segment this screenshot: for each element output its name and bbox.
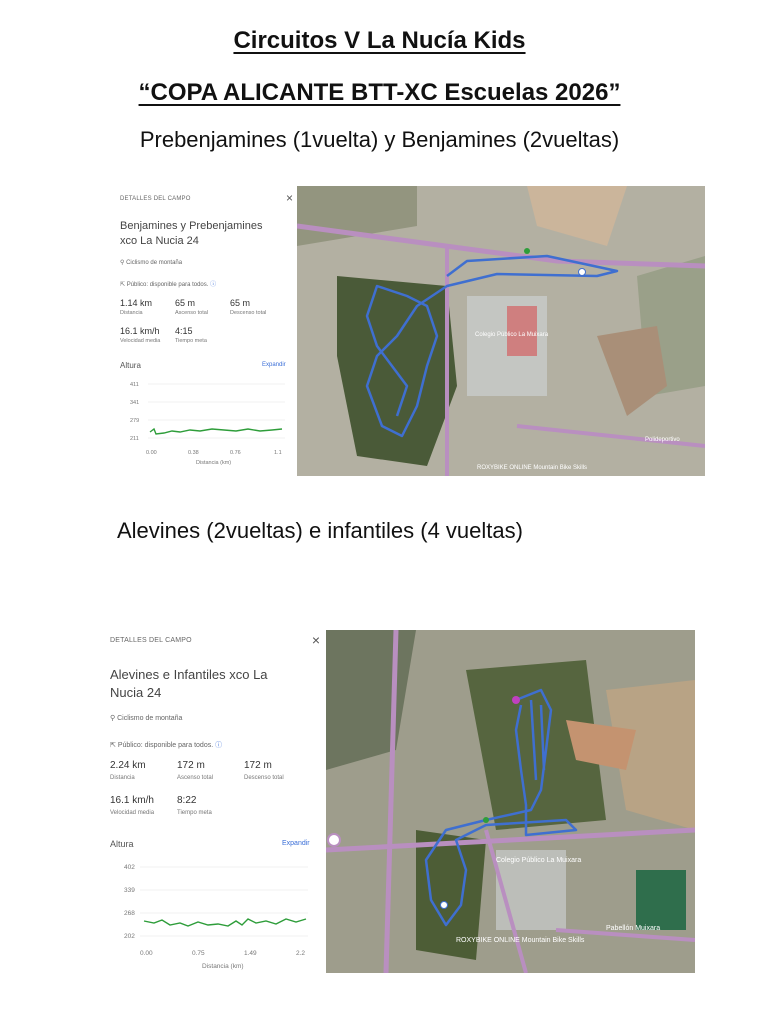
access-info: ⇱ Público: disponible para todos. ⓘ	[110, 742, 223, 749]
share-icon: ⇱	[120, 282, 127, 288]
distance-value: 2.24 km	[110, 760, 146, 771]
speed-label: Velocidad media	[120, 338, 161, 344]
close-icon[interactable]: ×	[285, 191, 293, 205]
expand-link[interactable]: Expandir	[282, 840, 310, 847]
ascent-label: Ascenso total	[177, 775, 214, 781]
map-label: ROXYBIKE ONLINE Mountain Bike Skills	[477, 465, 588, 471]
map-label: Pabellón Muixara	[606, 925, 661, 932]
y-tick: 279	[130, 418, 140, 424]
y-tick: 339	[124, 887, 135, 894]
x-tick: 0.38	[188, 450, 199, 456]
share-icon: ⇱	[110, 742, 118, 749]
time-value: 4:15	[175, 326, 193, 336]
close-icon[interactable]: ×	[311, 632, 320, 648]
time-value: 8:22	[177, 795, 197, 806]
panel-header: DETALLES DEL CAMPO	[110, 637, 192, 644]
expand-link[interactable]: Expandir	[262, 362, 286, 368]
x-tick: 0.00	[140, 950, 153, 957]
route-details-panel-1	[120, 193, 295, 473]
time-label: Tiempo meta	[177, 810, 212, 816]
elevation-profile-chart	[110, 859, 315, 974]
info-icon[interactable]: ⓘ	[215, 742, 223, 749]
speed-value: 16.1 km/h	[120, 326, 160, 336]
activity-type: ⚲ Ciclismo de montaña	[120, 260, 183, 266]
route-name: Alevines e Infantiles xco La Nucia 24	[110, 667, 268, 700]
speed-label: Velocidad media	[110, 810, 155, 816]
y-tick: 411	[130, 382, 139, 388]
distance-label: Distancia	[110, 775, 135, 781]
info-icon[interactable]: ⓘ	[210, 282, 217, 288]
elevation-profile-chart	[120, 378, 290, 468]
time-label: Tiempo meta	[175, 338, 207, 344]
descent-label: Descenso total	[230, 310, 267, 316]
descent-value: 172 m	[244, 760, 272, 771]
section-1-heading: Prebenjamines (1vuelta) y Benjamines (2vueltas)	[139, 127, 620, 152]
map-label: ROXYBIKE ONLINE Mountain Bike Skills	[456, 937, 585, 944]
distance-label: Distancia	[120, 310, 143, 316]
y-tick: 268	[124, 910, 135, 917]
elevation-line	[150, 429, 282, 434]
x-tick: 1.1	[274, 450, 282, 456]
ascent-label: Ascenso total	[175, 310, 209, 316]
map-label: Colegio Público La Muixara	[496, 857, 582, 864]
altitude-label: Altura	[110, 839, 134, 849]
x-tick: 0.76	[230, 450, 241, 456]
ascent-value: 65 m	[175, 298, 196, 308]
section-2-heading: Alevines (2vueltas) e infantiles (4 vueltas)	[117, 518, 523, 543]
ascent-value: 172 m	[177, 760, 205, 771]
activity-type: ⚲ Ciclismo de montaña	[110, 715, 183, 722]
x-tick: 0.00	[146, 450, 157, 456]
descent-value: 65 m	[230, 298, 251, 308]
map-label: Polideportivo	[645, 437, 680, 443]
y-tick: 202	[124, 933, 135, 940]
x-tick: 2.2	[296, 950, 306, 957]
route-details-panel-2	[110, 634, 322, 974]
distance-value: 1.14 km	[120, 298, 153, 308]
elevation-line	[144, 919, 306, 926]
speed-value: 16.1 km/h	[110, 795, 154, 806]
x-axis-label: Distancia (km)	[202, 963, 244, 970]
y-tick: 341	[130, 400, 140, 406]
descent-label: Descenso total	[244, 775, 284, 781]
altitude-label: Altura	[120, 361, 141, 370]
x-tick: 0.75	[192, 950, 205, 957]
y-tick: 211	[130, 436, 139, 442]
map-label: Colegio Público La Muixara	[475, 332, 549, 338]
panel-header: DETALLES DEL CAMPO	[120, 196, 191, 202]
route-name: Benjamines y Prebenjamines xco La Nucia 24	[120, 220, 263, 247]
document-subtitle: “COPA ALICANTE BTT-XC Escuelas 2026”	[138, 79, 621, 106]
y-tick: 402	[124, 864, 135, 871]
bike-icon: ⚲	[110, 715, 118, 722]
route-map-1[interactable]	[297, 186, 705, 476]
x-axis-label: Distancia (km)	[196, 460, 232, 466]
x-tick: 1.49	[244, 950, 257, 957]
route-map-2[interactable]	[326, 630, 695, 973]
access-info: ⇱ Público: disponible para todos. ⓘ	[120, 282, 217, 288]
bike-icon: ⚲	[120, 260, 127, 266]
document-title: Circuitos V La Nucía Kids	[233, 27, 526, 54]
